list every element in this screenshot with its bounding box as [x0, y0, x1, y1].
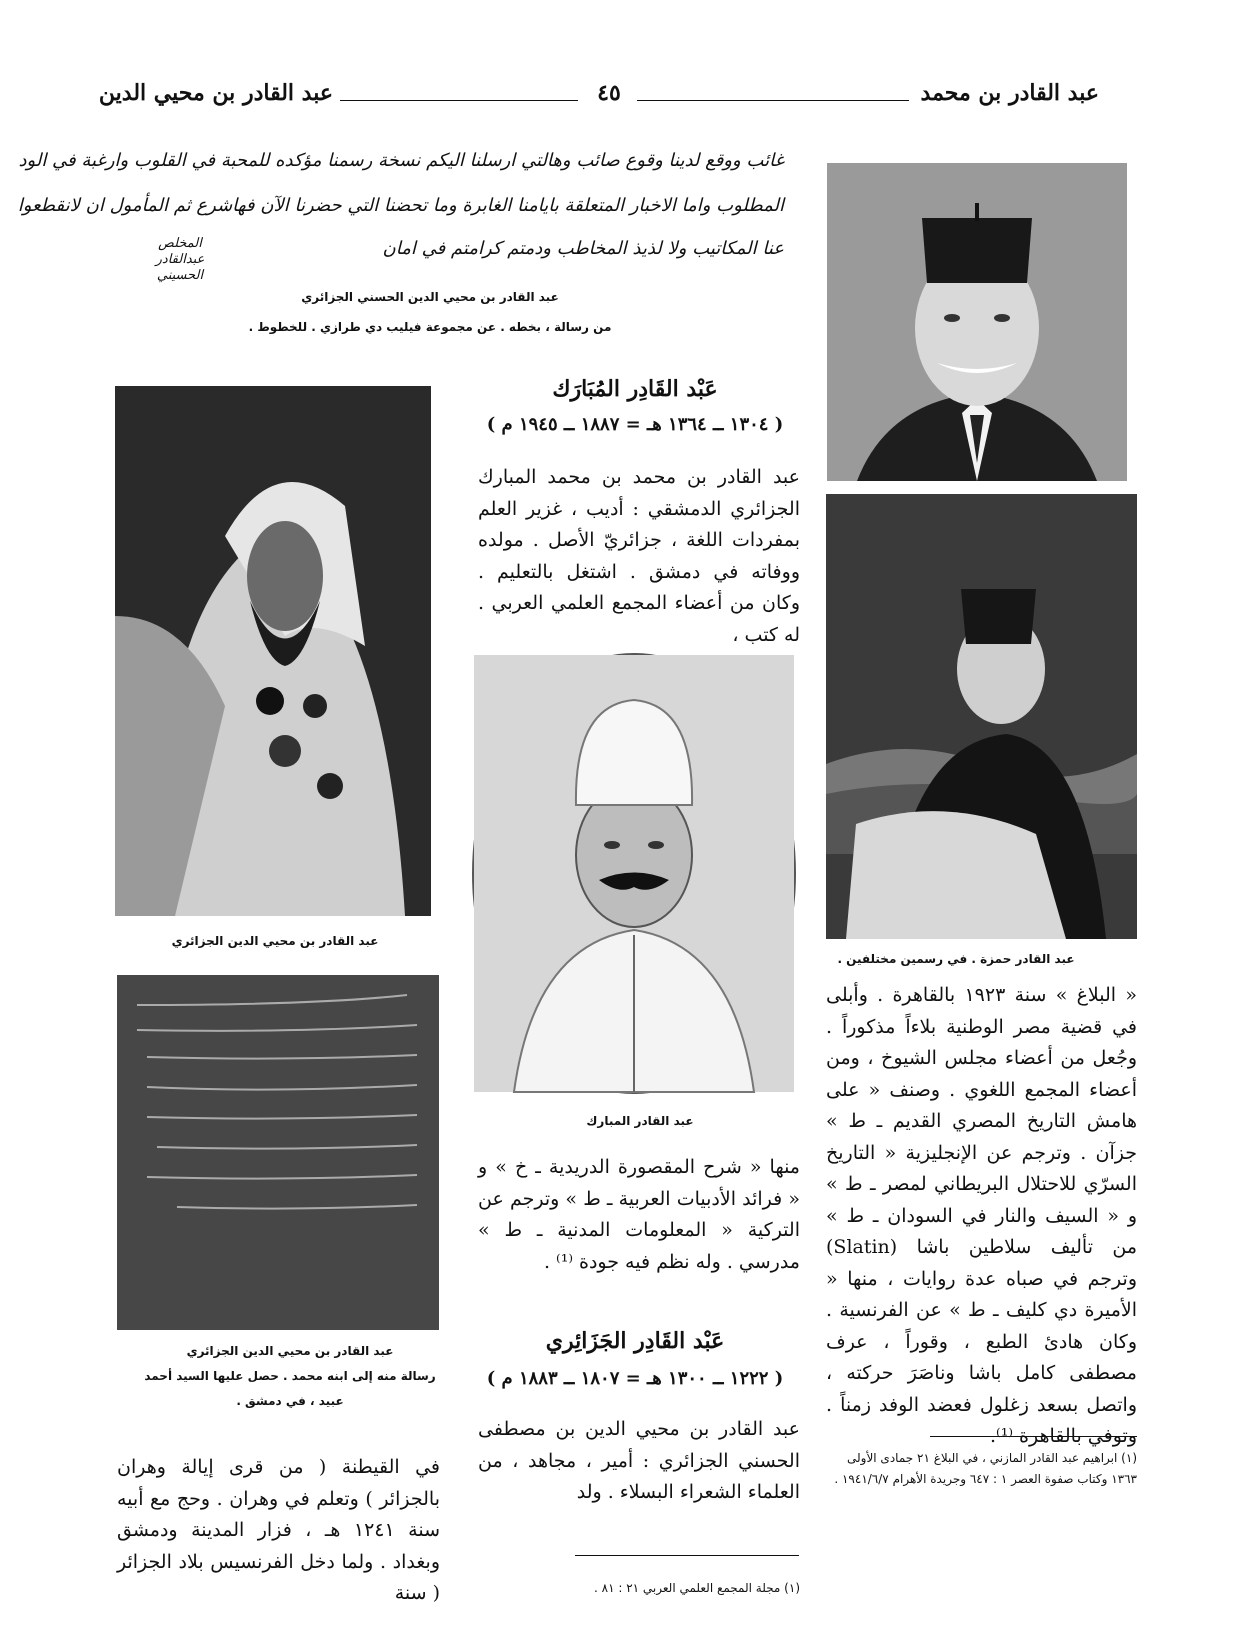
right-column-text: « البلاغ » سنة ١٩٢٣ بالقاهرة . وأبلى في قضية مصر الوطنية بلاءاً مذكوراً . وجُعل من أعضاء مجلس الشيوخ ، ومن أعضاء المجمع اللغوي . وصنف « على هامش التاريخ المصري القديم ـ ط » جزآن . وترجم عن الإنجليزية « التاريخ السرّي للاحتلال البريطاني لمصر ـ ط » و « السيف والنار في السودان ـ ط » من تأليف سلاطين باشا (Slatin) وترجم في صباه عدة روايات ، منها « الأميرة دي كليف ـ ط » عن الفرنسية . وكان هادئ الطبع ، وقوراً ، عرف مصطفى كامل باشا وناصَرَ حركته ، واتصل بسعد زغلول فعضد الوفد زمناً . وتوفي بالقاهرة ⁽¹⁾. — [826, 984, 1137, 1447]
photo-handwritten-letter — [117, 975, 439, 1330]
entry-text-mubarak-part1: عبد القادر بن محمد بن محمد المبارك الجزائري الدمشقي : أديب ، غزير العلم بمفردات اللغة ، جزائريّ الأصل . مولده ووفاته في دمشق . اشتغل بالتعليم . وكان من أعضاء المجمع العلمي العربي . له كتب ، — [478, 466, 800, 646]
letter-photo-texture — [117, 975, 439, 1330]
caption-letter-line1: عبد القادر بن محيي الدين الجزائري — [186, 1344, 394, 1358]
header-rule-right — [637, 100, 909, 101]
portrait-emir-abdelkader — [115, 386, 431, 916]
entry-dates-jazairi: ( ١٢٢٢ ــ ١٣٠٠ هـ = ١٨٠٧ ــ ١٨٨٣ م ) — [486, 1368, 784, 1389]
header-rule-left — [340, 100, 578, 101]
running-header-right: عبد القادر بن محمد — [920, 80, 1099, 106]
portrait-hamza-seated-image — [826, 494, 1137, 939]
caption-photo-hamza: عبد القادر حمزة . في رسمين مختلفين . — [837, 952, 1075, 966]
footnote-middle: (١) مجلة المجمع العلمي العربي ٢١ : ٨١ . — [594, 1581, 800, 1595]
footnote-right: (١) ابراهيم عبد القادر المازني ، في البلاغ ٢١ جمادى الأولى ١٣٦٣ وكتاب صفوة العصر ١ : ٦٤٧ وجريدة الأهرام ١٩٤١/٦/٧ . — [834, 1451, 1137, 1486]
manuscript-caption-line1: عبد القادر بن محيي الدين الحسني الجزائري — [301, 290, 559, 304]
portrait-oval-hamza — [827, 163, 1127, 481]
manuscript-signature: المخلص عبدالقادر الحسيني — [155, 236, 205, 283]
entry-text-mubarak-part2: منها « شرح المقصورة الدريدية ـ خ » و « فرائد الأدبيات العربية ـ ط » وترجم عن التركية « المعلومات المدنية ـ ط » مدرسي . وله نظم فيه جودة ⁽¹⁾ . — [478, 1156, 800, 1273]
manuscript-line-2: المطلوب واما الاخبار المتعلقة بايامنا الغابرة وما تحضنا التي حضرنا الآن فهاشرع ثم المأمول ان لانقطعوا — [17, 195, 784, 216]
left-column-text: في القيطنة ( من قرى إيالة وهران بالجزائر ) وتعلم في وهران . وحج مع أبيه سنة ١٢٤١ هـ ، فزار المدينة ودمشق وبغداد . ولما دخل الفرنسيس بلاد الجزائر ( سنة — [117, 1456, 440, 1604]
footnote-rule-right — [930, 1436, 1137, 1437]
entry-title-mubarak: عَبْد القَادِر المُبَارَك — [552, 376, 718, 402]
running-header-left: عبد القادر بن محيي الدين — [98, 80, 333, 106]
caption-photo-emir: عبد القادر بن محيي الدين الجزائري — [171, 934, 379, 948]
entry-title-jazairi: عَبْد القَادِر الجَزَائِري — [545, 1328, 725, 1354]
manuscript-caption-line2: من رسالة ، بخطه . عن مجموعة فيليب دي طرازي . للخطوط . — [248, 320, 612, 334]
footnote-rule-middle — [575, 1555, 799, 1556]
caption-letter-line3: عبيد ، في دمشق . — [236, 1394, 344, 1408]
portrait-hamza-oval-image — [827, 163, 1127, 481]
portrait-emir-image — [115, 386, 431, 916]
page-number: ٤٥ — [597, 80, 621, 106]
entry-dates-mubarak: ( ١٣٠٤ ــ ١٣٦٤ هـ = ١٨٨٧ ــ ١٩٤٥ م ) — [486, 414, 784, 435]
manuscript-line-3: عنا المكاتيب ولا لذيذ المخاطب ودمتم كرامتم في امان — [382, 238, 784, 259]
caption-letter-line2: رسالة منه إلى ابنه محمد . حصل عليها السيد أحمد — [144, 1369, 436, 1383]
manuscript-line-1: غائب ووقع لدينا وقوع صائب وهالتي ارسلنا اليكم نسخة رسمنا مؤكده للمحبة في القلوب وارغبة في الود — [18, 150, 784, 171]
portrait-hamza-seated — [826, 494, 1137, 939]
portrait-mubarak-image — [474, 655, 794, 1092]
caption-photo-mubarak: عبد القادر المبارك — [586, 1114, 694, 1128]
portrait-mubarak — [472, 653, 796, 1094]
entry-text-jazairi: عبد القادر بن محيي الدين بن مصطفى الحسني الجزائري : أمير ، مجاهد ، من العلماء الشعراء البسلاء . ولد — [478, 1418, 800, 1503]
